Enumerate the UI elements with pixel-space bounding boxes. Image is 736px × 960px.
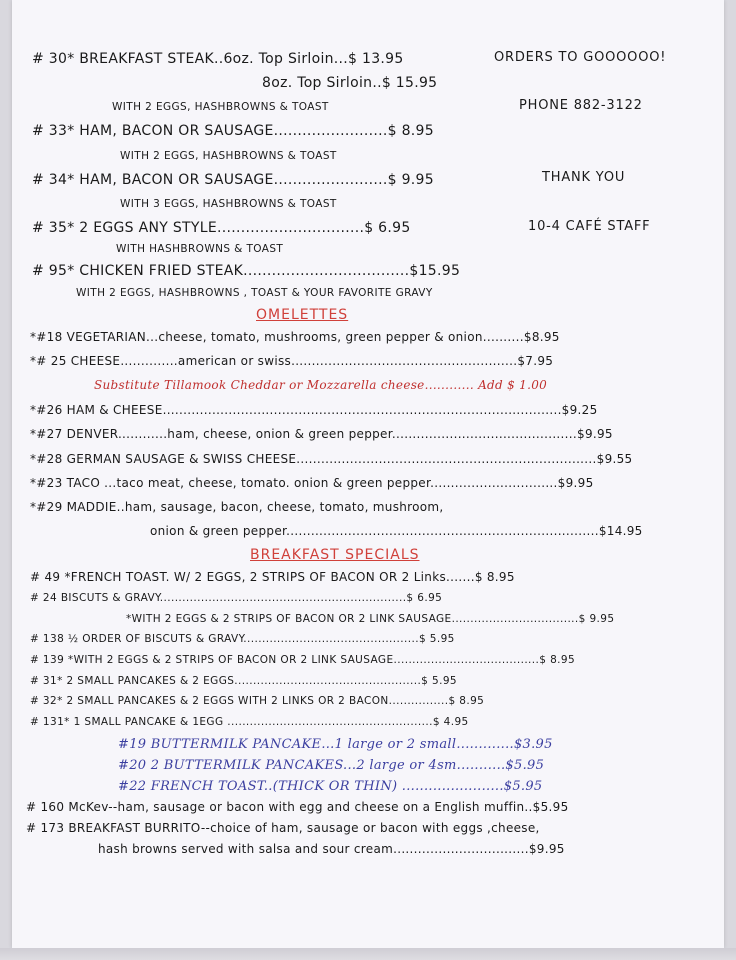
menu-item-30: # 30* BREAKFAST STEAK..6oz. Top Sirloin...$ 13.95 xyxy=(32,51,404,67)
special-139: # 139 *WITH 2 EGGS & 2 STRIPS OF BACON OR 2 LINK SAUSAGE.......................................$ 8.95 xyxy=(30,654,576,666)
menu-item-35-note: WITH HASHBROWNS & TOAST xyxy=(116,243,284,255)
omelette-18: *#18 VEGETARIAN...cheese, tomato, mushrooms, green pepper & onion..........$8.95 xyxy=(30,330,560,344)
menu-item-35: # 35* 2 EGGS ANY STYLE...............................$ 6.95 xyxy=(32,220,411,236)
menu-item-95-note: WITH 2 EGGS, HASHBROWNS , TOAST & YOUR FAVORITE GRAVY xyxy=(76,287,433,299)
special-20: #20 2 BUTTERMILK PANCAKES...2 large or 4sm...........$5.95 xyxy=(118,758,545,773)
orders-to-go-note: ORDERS TO GOOOOOO! xyxy=(494,50,667,65)
thank-you-note: THANK YOU xyxy=(542,170,626,185)
special-173: # 173 BREAKFAST BURRITO--choice of ham, sausage or bacon with eggs ,cheese, xyxy=(26,821,540,835)
special-24-addon: *WITH 2 EGGS & 2 STRIPS OF BACON OR 2 LINK SAUSAGE..................................$ 9.95 xyxy=(126,613,615,625)
special-138: # 138 ½ ORDER OF BISCUTS & GRAVY...............................................$ 5.95 xyxy=(30,633,455,645)
special-131: # 131* 1 SMALL PANCAKE & 1EGG .......................................................$ 4.95 xyxy=(30,716,469,728)
menu-item-34-note: WITH 3 EGGS, HASHBROWNS & TOAST xyxy=(120,198,337,210)
cafe-staff-note: 10-4 CAFÉ STAFF xyxy=(528,219,651,234)
menu-item-33-note: WITH 2 EGGS, HASHBROWNS & TOAST xyxy=(120,150,337,162)
phone-number: PHONE 882-3122 xyxy=(519,98,643,113)
special-24: # 24 BISCUTS & GRAVY..................................................................$ 6.95 xyxy=(30,592,443,604)
omelette-29: *#29 MADDIE..ham, sausage, bacon, cheese, tomato, mushroom, xyxy=(30,500,444,514)
omelette-27: *#27 DENVER............ham, cheese, onion & green pepper.............................................$9.95 xyxy=(30,427,613,441)
special-19: #19 BUTTERMILK PANCAKE...1 large or 2 small.............$3.95 xyxy=(118,737,553,752)
menu-item-95: # 95* CHICKEN FRIED STEAK...................................$15.95 xyxy=(32,263,461,279)
cheese-substitute-note: Substitute Tillamook Cheddar or Mozzarella cheese............ Add $ 1.00 xyxy=(94,378,548,392)
menu-item-33: # 33* HAM, BACON OR SAUSAGE........................$ 8.95 xyxy=(32,123,434,139)
omelette-25: *# 25 CHEESE..............american or swiss.......................................................$7.95 xyxy=(30,354,554,368)
omelette-23: *#23 TACO ...taco meat, cheese, tomato. onion & green pepper...............................$9.95 xyxy=(30,476,594,490)
menu-item-34: # 34* HAM, BACON OR SAUSAGE........................$ 9.95 xyxy=(32,172,434,188)
special-31: # 31* 2 SMALL PANCAKES & 2 EGGS..................................................$ 5.95 xyxy=(30,675,457,687)
special-49: # 49 *FRENCH TOAST. W/ 2 EGGS, 2 STRIPS OF BACON OR 2 Links.......$ 8.95 xyxy=(30,570,515,584)
omelette-29-cont: onion & green pepper............................................................................$14.95 xyxy=(150,524,643,538)
breakfast-specials-heading: BREAKFAST SPECIALS xyxy=(250,547,420,563)
special-32: # 32* 2 SMALL PANCAKES & 2 EGGS WITH 2 LINKS OR 2 BACON................$ 8.95 xyxy=(30,695,485,707)
omelette-26: *#26 HAM & CHEESE.................................................................................................$9.25 xyxy=(30,403,598,417)
omelettes-heading: OMELETTES xyxy=(256,307,349,323)
special-160: # 160 McKev--ham, sausage or bacon with egg and cheese on a English muffin..$5.95 xyxy=(26,800,569,814)
special-22: #22 FRENCH TOAST..(THICK OR THIN) .......................$5.95 xyxy=(118,779,543,794)
menu-item-30-8oz: 8oz. Top Sirloin..$ 15.95 xyxy=(262,75,438,91)
omelette-28: *#28 GERMAN SAUSAGE & SWISS CHEESE.........................................................................$9.55 xyxy=(30,452,633,466)
page-shadow xyxy=(0,948,736,960)
special-173-cont: hash browns served with salsa and sour cream.................................$9.95 xyxy=(98,842,565,856)
menu-item-30-note: WITH 2 EGGS, HASHBROWNS & TOAST xyxy=(112,101,329,113)
